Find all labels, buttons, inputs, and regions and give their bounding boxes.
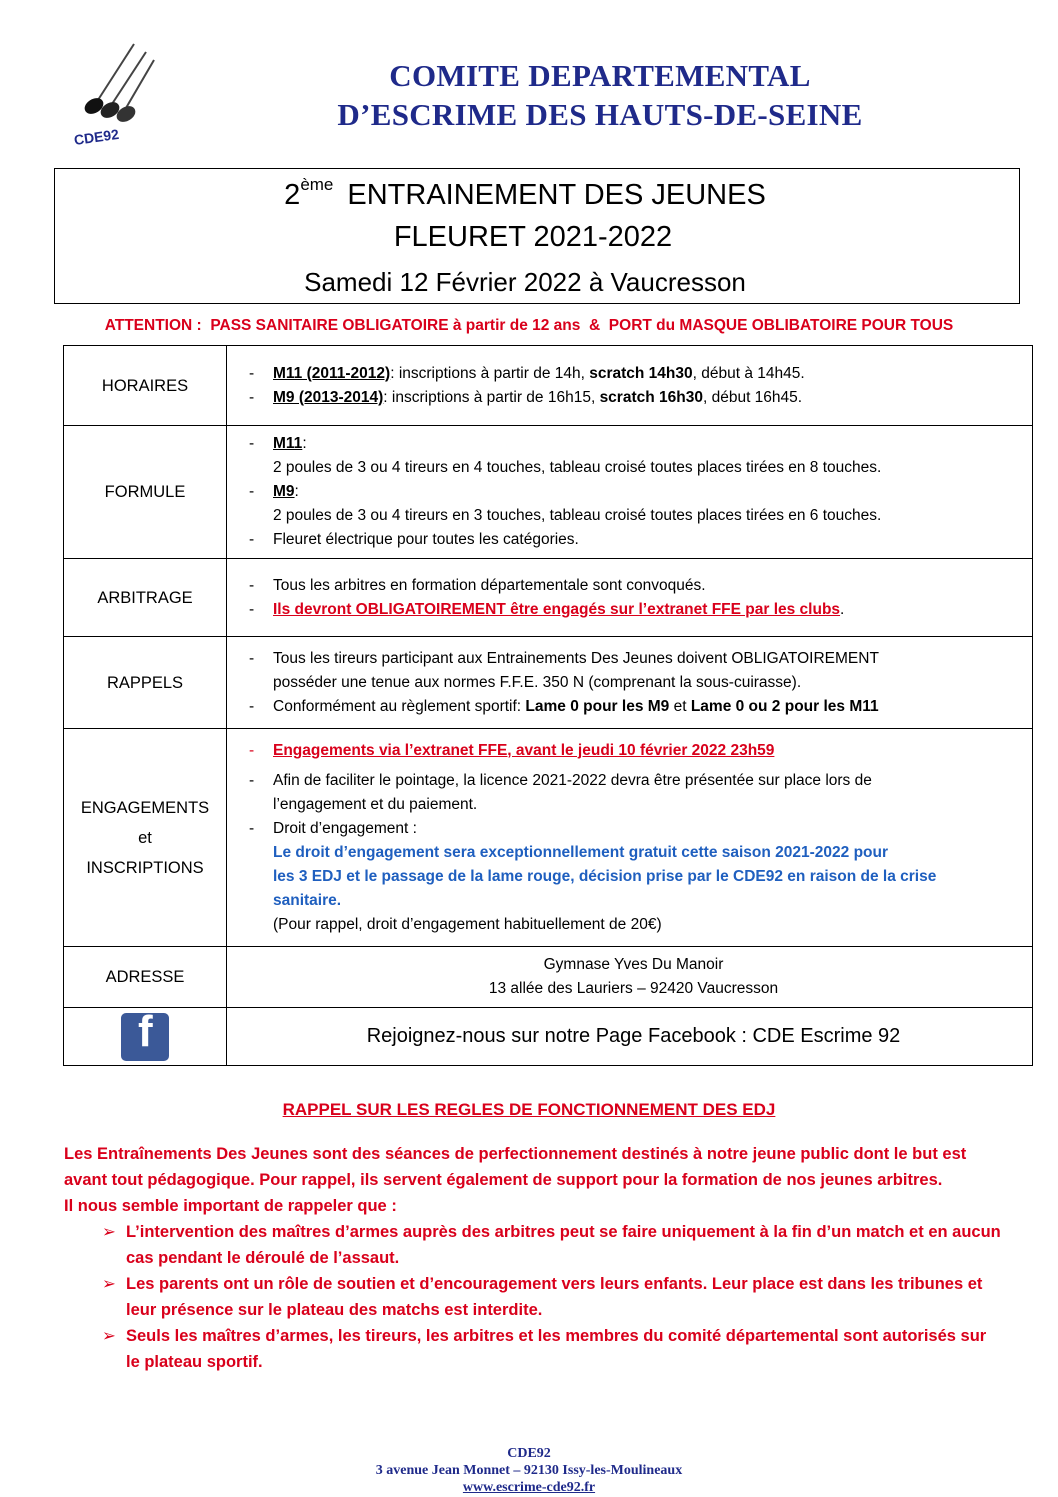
engagements-gratuit-2: les 3 EDJ et le passage de la lame rouge, décision prise par le CDE92 en raison de la crise bbox=[273, 867, 937, 885]
org-title-line2: D’ESCRIME DES HAUTS-DE-SEINE bbox=[337, 97, 863, 132]
label-arbitrage: ARBITRAGE bbox=[64, 559, 227, 637]
label-rappels: RAPPELS bbox=[64, 637, 227, 729]
event-title-line1: 2ème ENTRAINEMENT DES JEUNES bbox=[284, 175, 766, 211]
formule-m9: - M9: bbox=[245, 480, 1022, 504]
row-adresse bbox=[64, 947, 1033, 1008]
event-title-line2: FLEURET 2021-2022 bbox=[393, 221, 673, 253]
row-arbitrage bbox=[64, 559, 1033, 637]
engagements-droit: - Droit d’engagement : bbox=[245, 817, 1022, 841]
facebook-link-text[interactable]: Rejoignez-nous sur notre Page Facebook : CDE Escrime 92 bbox=[227, 1008, 1033, 1066]
rules-item: ➢ L’intervention des maîtres d’armes auprès des arbitres peut se faire uniquement à la fin d’un match et en aucun cas pendant le déroulé de l’assaut. bbox=[64, 1219, 1004, 1271]
row-formule bbox=[64, 426, 1033, 559]
adresse-line1: Gymnase Yves Du Manoir bbox=[543, 956, 724, 973]
rules-item: ➢ Les parents ont un rôle de soutien et d’encouragement vers leurs enfants. Leur place est dans les tribunes et leur présence sur le plateau des matchs est interdite. bbox=[64, 1271, 1004, 1323]
rappels-line1: - Tous les tireurs participant aux Entrainements Des Jeunes doivent OBLIGATOIREMENT bbox=[245, 647, 1022, 671]
cde92-logo bbox=[66, 38, 156, 150]
info-table bbox=[63, 345, 1033, 1066]
label-horaires: HORAIRES bbox=[64, 346, 227, 426]
event-date-location: Samedi 12 Février 2022 à Vaucresson bbox=[304, 267, 746, 297]
org-title-line1: COMITE DEPARTEMENTAL bbox=[389, 58, 811, 93]
rules-title: RAPPEL SUR LES REGLES DE FONCTIONNEMENT DES EDJ bbox=[282, 1100, 776, 1119]
rules-lead: Il nous semble important de rappeler que : bbox=[64, 1197, 397, 1215]
engagements-gratuit-3: sanitaire. bbox=[273, 891, 342, 909]
rappels-line1b: posséder une tenue aux normes F.F.E. 350 N (comprenant la sous-cuirasse). bbox=[273, 673, 802, 691]
rules-body bbox=[64, 1141, 1004, 1375]
adresse-line2: 13 allée des Lauriers – 92420 Vaucresson bbox=[488, 980, 779, 997]
formule-m11: - M11: bbox=[245, 432, 1022, 456]
engagements-deadline: - Engagements via l’extranet FFE, avant le jeudi 10 février 2022 23h59 bbox=[245, 739, 1022, 763]
engagements-note: (Pour rappel, droit d’engagement habituellement de 20€) bbox=[273, 915, 662, 933]
formule-m11-text: 2 poules de 3 ou 4 tireurs en 4 touches, tableau croisé toutes places tirées en 8 touches. bbox=[273, 459, 882, 476]
rules-intro: Les Entraînements Des Jeunes sont des séances de perfectionnement destinés à notre jeune public dont le but est avant tout pédagogique. Pour rappel, ils servent également de support pour la formation de nos jeunes arbitres. bbox=[64, 1145, 967, 1189]
engagements-licence: - Afin de faciliter le pointage, la licence 2021-2022 devra être présentée sur place lors de bbox=[245, 769, 1022, 793]
rules-item: ➢ Seuls les maîtres d’armes, les tireurs, les arbitres et les membres du comité départemental sont autorisés sur le plateau sportif. bbox=[64, 1323, 1004, 1375]
row-rappels bbox=[64, 637, 1033, 729]
row-engagements: ENGAGEMENTS et INSCRIPTIONS - Engagements via l’extranet FFE, avant le jeudi 10 février 2022 23h59 - Afin de faciliter le pointage, la licence 2021-2022 devra être présentée sur place lors de l’engagement et du paiement. - Droit d’engagement : Le droit d’engagement sera exceptionnellement gratuit cette saison 2021-2022 pour les 3 EDJ et le passage de la lame rouge, décision prise par le CDE92 en raison de la crise sanitaire. (Pour rappel, droit d’engagement habituellement de 20€) bbox=[64, 729, 1033, 947]
rappels-line2: - Conformément au règlement sportif: Lame 0 pour les M9 et Lame 0 ou 2 pour les M11 bbox=[245, 695, 1022, 719]
arbitrage-line2: - Ils devront OBLIGATOIREMENT être engagés sur l’extranet FFE par les clubs. bbox=[245, 598, 1022, 622]
logo-text: CDE92 bbox=[72, 125, 120, 148]
footer-org: CDE92 bbox=[507, 1446, 551, 1461]
label-formule: FORMULE bbox=[64, 426, 227, 559]
row-horaires bbox=[64, 346, 1033, 426]
label-adresse: ADRESSE bbox=[64, 947, 227, 1008]
formule-fleuret: - Fleuret électrique pour toutes les catégories. bbox=[245, 528, 1022, 552]
row-facebook bbox=[64, 1008, 1033, 1066]
label-engagements: ENGAGEMENTS et INSCRIPTIONS bbox=[64, 729, 227, 947]
engagements-gratuit-1: Le droit d’engagement sera exceptionnellement gratuit cette saison 2021-2022 pour bbox=[273, 843, 889, 861]
horaires-m11: - M11 (2011-2012): inscriptions à partir de 14h, scratch 14h30, début à 14h45. bbox=[245, 362, 1022, 386]
event-title-box bbox=[54, 168, 1020, 304]
arbitrage-line1: - Tous les arbitres en formation départementale sont convoqués. bbox=[245, 574, 1022, 598]
footer-website-link[interactable]: www.escrime-cde92.fr bbox=[462, 1480, 596, 1495]
formule-m9-text: 2 poules de 3 ou 4 tireurs en 3 touches, tableau croisé toutes places tirées en 6 touches. bbox=[273, 507, 882, 524]
footer-address: 3 avenue Jean Monnet – 92130 Issy-les-Moulineaux bbox=[375, 1463, 683, 1478]
horaires-m9: - M9 (2013-2014): inscriptions à partir de 16h15, scratch 16h30, début 16h45. bbox=[245, 386, 1022, 410]
facebook-icon[interactable]: f bbox=[121, 1013, 169, 1061]
attention-notice: ATTENTION : PASS SANITAIRE OBLIGATOIRE à partir de 12 ans & PORT du MASQUE OBLIBATOIRE POUR TOUS bbox=[104, 317, 954, 334]
